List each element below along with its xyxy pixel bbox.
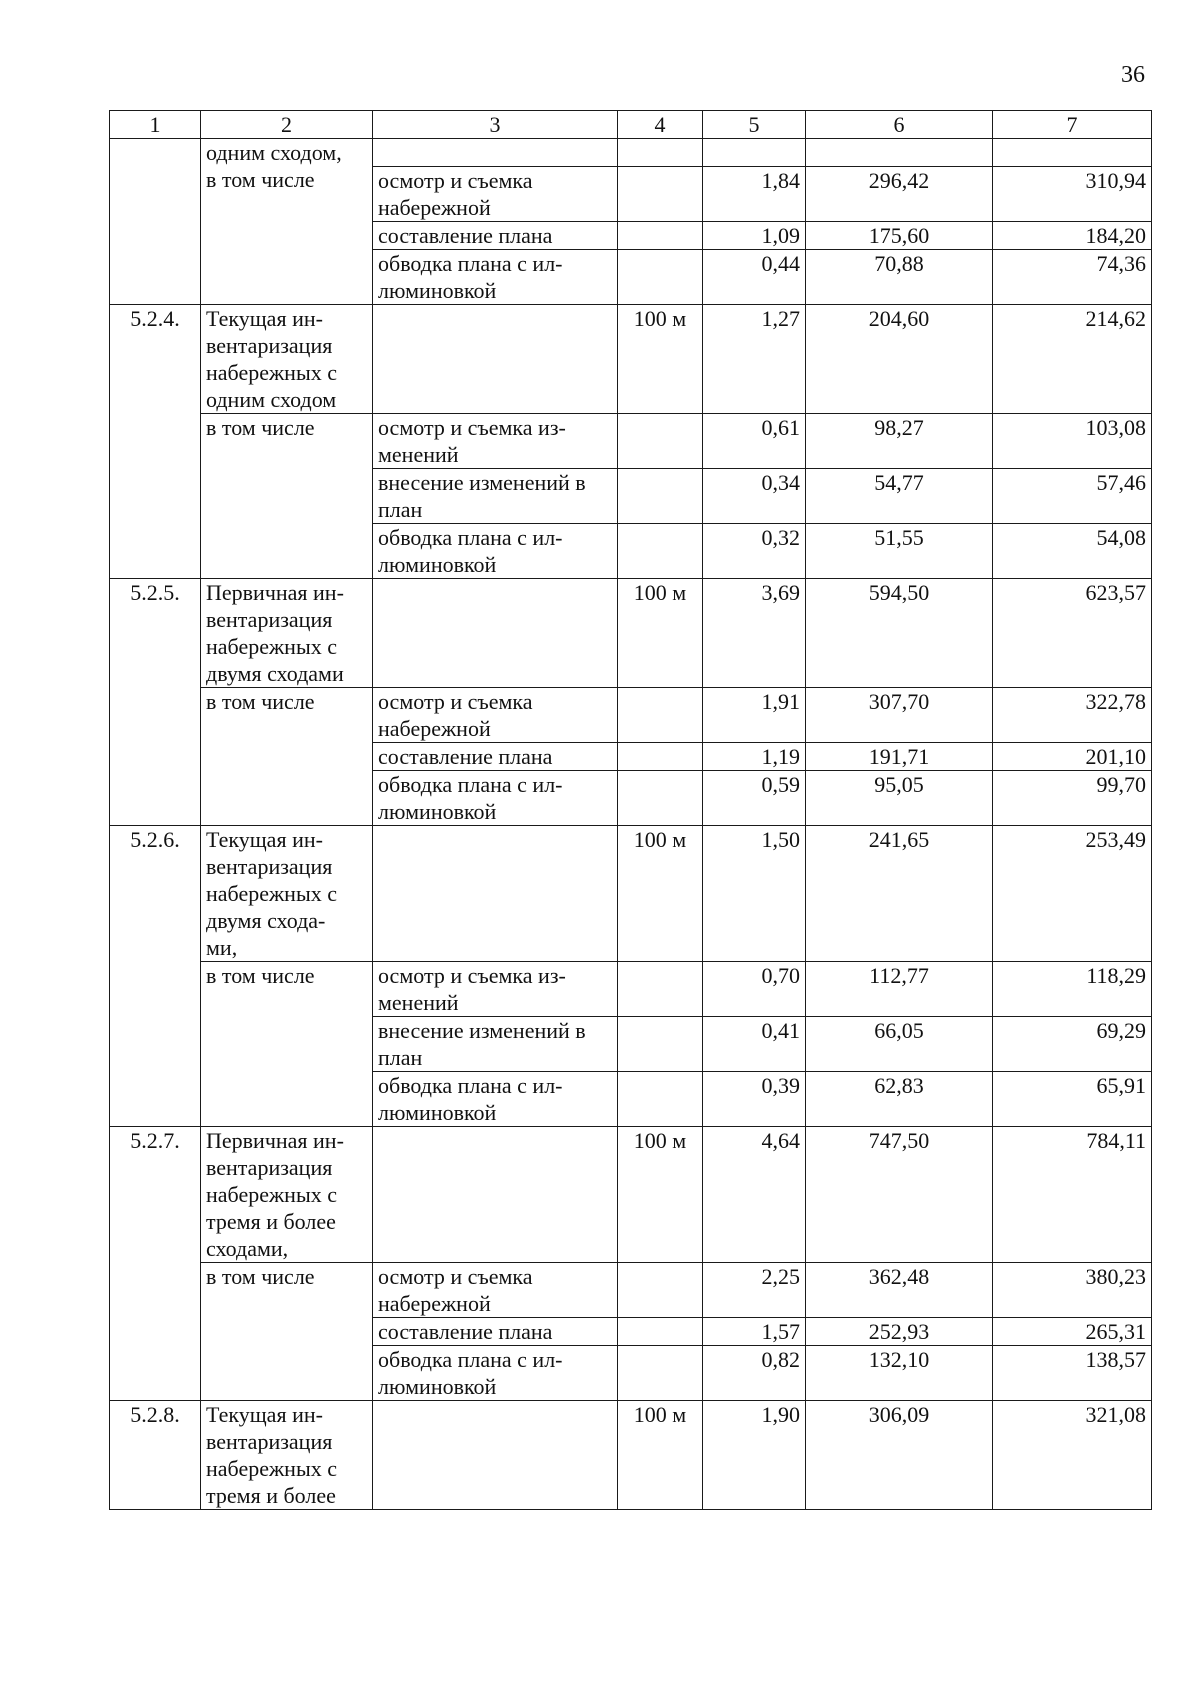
item-name-line: Текущая ин-: [206, 826, 323, 852]
coef-cell: 0,61: [703, 413, 806, 468]
coef-cell: 0,70: [703, 961, 806, 1016]
item-name-line: тремя и более: [206, 1482, 336, 1508]
item-name-line: вентаризация: [206, 606, 333, 632]
work-type-line: обводка плана с ил-: [378, 524, 563, 550]
item-name: в том числе: [206, 167, 315, 192]
unit-cell: [618, 770, 703, 825]
item-name-line: набережных с: [206, 880, 337, 906]
item-name: в том числе: [206, 414, 315, 440]
item-name-line: набережных с: [206, 359, 337, 385]
price-cell: 362,48: [806, 1262, 993, 1317]
price-vat-cell: 310,94: [993, 166, 1152, 221]
item-name-cell: [201, 413, 373, 468]
price-cell: 241,65: [806, 825, 993, 961]
price-cell: 112,77: [806, 961, 993, 1016]
item-number-cell: 5.2.8.: [110, 1400, 201, 1509]
coef-cell: 1,57: [703, 1317, 806, 1345]
price-cell: 54,77: [806, 468, 993, 523]
item-name-line: вентаризация: [206, 1154, 333, 1180]
work-type-cell: [373, 961, 618, 1016]
table-row: [110, 578, 1152, 687]
unit-cell: [618, 249, 703, 304]
item-name-line: ми,: [206, 934, 238, 960]
unit-cell: 100 м: [618, 825, 703, 961]
table-row: [110, 1262, 1152, 1317]
work-type-line: люминовкой: [378, 551, 497, 577]
table-row: [110, 304, 1152, 413]
unit-cell: [618, 1317, 703, 1345]
price-cell: 62,83: [806, 1071, 993, 1126]
work-type-cell: составление плана: [373, 1317, 618, 1345]
coef-cell: 1,50: [703, 825, 806, 961]
unit-cell: [618, 413, 703, 468]
price-cell: 306,09: [806, 1400, 993, 1509]
price-vat-cell: 99,70: [993, 770, 1152, 825]
price-cell: 747,50: [806, 1126, 993, 1262]
item-name-line: тремя и более: [206, 1208, 336, 1234]
table-row: [110, 742, 1152, 770]
coef-cell: 0,41: [703, 1016, 806, 1071]
coef-cell: 1,09: [703, 221, 806, 249]
work-type-cell: [373, 825, 618, 961]
unit-cell: 100 м: [618, 1400, 703, 1509]
item-number-cell: [110, 1317, 201, 1345]
item-name-cell: [201, 578, 373, 687]
unit-cell: [618, 468, 703, 523]
coef-cell: 1,90: [703, 1400, 806, 1509]
table-row: [110, 221, 1152, 249]
item-number-cell: [110, 687, 201, 742]
work-type-cell: [373, 1400, 618, 1509]
table-row: [110, 1016, 1152, 1071]
item-name-cell: [201, 1400, 373, 1509]
work-type-line: обводка плана с ил-: [378, 250, 563, 276]
unit-cell: [618, 221, 703, 249]
item-name-cell: [201, 1016, 373, 1071]
unit-cell: [618, 1071, 703, 1126]
price-cell: 191,71: [806, 742, 993, 770]
work-type-line: набережной: [378, 715, 491, 741]
work-type-cell: [373, 166, 618, 221]
item-number-cell: [110, 1071, 201, 1126]
item-name-cell: [201, 1126, 373, 1262]
price-cell: 307,70: [806, 687, 993, 742]
item-number-cell: [110, 770, 201, 825]
table-row: [110, 1126, 1152, 1262]
work-type-line: осмотр и съемка: [378, 167, 533, 193]
price-cell: 51,55: [806, 523, 993, 578]
work-type-line: обводка плана с ил-: [378, 1072, 563, 1098]
table-row: [110, 249, 1152, 304]
item-name-cell: [201, 742, 373, 770]
coef-cell: 1,27: [703, 304, 806, 413]
unit-cell: [618, 687, 703, 742]
price-vat-cell: 103,08: [993, 413, 1152, 468]
work-type-line: осмотр и съемка: [378, 688, 533, 714]
coef-cell: 1,91: [703, 687, 806, 742]
coef-cell: 0,82: [703, 1345, 806, 1400]
price-vat-cell: 623,57: [993, 578, 1152, 687]
unit-cell: [618, 166, 703, 221]
work-type-cell: [373, 578, 618, 687]
price-cell: 132,10: [806, 1345, 993, 1400]
table-row: [110, 687, 1152, 742]
work-type-line: осмотр и съемка: [378, 1263, 533, 1289]
work-type-line: внесение изменений в: [378, 1017, 586, 1043]
work-type-line: менений: [378, 441, 459, 467]
price-cell: 70,88: [806, 249, 993, 304]
price-vat-cell: 380,23: [993, 1262, 1152, 1317]
coef-cell: 1,19: [703, 742, 806, 770]
item-number-cell: 5.2.6.: [110, 825, 201, 961]
coef-cell: 0,39: [703, 1071, 806, 1126]
table-row: [110, 770, 1152, 825]
price-cell: 594,50: [806, 578, 993, 687]
work-type-cell: [373, 1071, 618, 1126]
item-name-cell: [201, 221, 373, 249]
item-name-cell: [201, 825, 373, 961]
work-type-line: осмотр и съемка из-: [378, 414, 566, 440]
coef-cell: 4,64: [703, 1126, 806, 1262]
item-number-cell: [110, 961, 201, 1016]
unit-cell: [618, 742, 703, 770]
table-row: [110, 139, 1152, 167]
table-row: [110, 825, 1152, 961]
price-vat-cell: 201,10: [993, 742, 1152, 770]
price-cell: 204,60: [806, 304, 993, 413]
item-name-cell: [201, 961, 373, 1016]
coef-cell: 0,59: [703, 770, 806, 825]
unit-cell: [618, 1262, 703, 1317]
price-cell: 66,05: [806, 1016, 993, 1071]
unit-cell: [618, 1016, 703, 1071]
item-name-cell: [201, 1317, 373, 1345]
header-cell: 2: [201, 111, 373, 139]
price-vat-cell: 784,11: [993, 1126, 1152, 1262]
header-cell: 6: [806, 111, 993, 139]
item-name-cell: [201, 1071, 373, 1126]
work-type-line: менений: [378, 989, 459, 1015]
work-type-line: обводка плана с ил-: [378, 1346, 563, 1372]
price-cell: 175,60: [806, 221, 993, 249]
price-cell: [806, 139, 993, 167]
header-cell: 3: [373, 111, 618, 139]
work-type-cell: [373, 249, 618, 304]
item-number-cell: [110, 742, 201, 770]
coef-cell: [703, 139, 806, 167]
item-name: одним сходом,: [206, 140, 342, 165]
norms-table: [109, 110, 1152, 1510]
coef-cell: 2,25: [703, 1262, 806, 1317]
item-name-line: Текущая ин-: [206, 305, 323, 331]
work-type-cell: [373, 523, 618, 578]
price-vat-cell: 321,08: [993, 1400, 1152, 1509]
item-name: в том числе: [206, 962, 315, 988]
price-cell: 252,93: [806, 1317, 993, 1345]
work-type-cell: составление плана: [373, 742, 618, 770]
table-row: [110, 1071, 1152, 1126]
price-vat-cell: 54,08: [993, 523, 1152, 578]
table-row: [110, 413, 1152, 468]
work-type-line: люминовкой: [378, 277, 497, 303]
item-number-cell: [110, 221, 201, 249]
item-name-cell: [201, 770, 373, 825]
item-number-cell: [110, 468, 201, 523]
price-vat-cell: 138,57: [993, 1345, 1152, 1400]
item-name: в том числе: [206, 1263, 315, 1289]
item-name-line: сходами,: [206, 1235, 289, 1261]
work-type-cell: составление плана: [373, 221, 618, 249]
item-name-line: Текущая ин-: [206, 1401, 323, 1427]
price-vat-cell: [993, 139, 1152, 167]
work-type-cell: [373, 1126, 618, 1262]
work-type-line: план: [378, 1044, 423, 1070]
coef-cell: 3,69: [703, 578, 806, 687]
work-type-cell: [373, 770, 618, 825]
item-number-cell: 5.2.5.: [110, 578, 201, 687]
price-vat-cell: 74,36: [993, 249, 1152, 304]
work-type-line: план: [378, 496, 423, 522]
item-number-cell: [110, 413, 201, 468]
item-name-line: двумя схода-: [206, 907, 326, 933]
item-name-cell: [201, 249, 373, 304]
price-cell: 296,42: [806, 166, 993, 221]
page-number: 36: [1121, 62, 1145, 88]
item-name-cell: [201, 1262, 373, 1317]
table-row: [110, 1317, 1152, 1345]
item-name-cell: [201, 166, 373, 221]
price-vat-cell: 65,91: [993, 1071, 1152, 1126]
item-name-cell: [201, 687, 373, 742]
unit-cell: 100 м: [618, 1126, 703, 1262]
item-name-line: двумя сходами: [206, 660, 344, 686]
unit-cell: [618, 1345, 703, 1400]
item-name-cell: [201, 523, 373, 578]
work-type-line: набережной: [378, 1290, 491, 1316]
item-number-cell: [110, 1016, 201, 1071]
item-number-cell: 5.2.4.: [110, 304, 201, 413]
item-name-line: набережных с: [206, 1181, 337, 1207]
work-type-line: люминовкой: [378, 1099, 497, 1125]
price-cell: 98,27: [806, 413, 993, 468]
item-number-cell: [110, 139, 201, 167]
table-row: [110, 1400, 1152, 1509]
item-name-cell: [201, 139, 373, 167]
unit-cell: [618, 139, 703, 167]
price-vat-cell: 69,29: [993, 1016, 1152, 1071]
item-name-cell: [201, 304, 373, 413]
work-type-line: люминовкой: [378, 1373, 497, 1399]
header-cell: 4: [618, 111, 703, 139]
unit-cell: [618, 961, 703, 1016]
work-type-cell: [373, 468, 618, 523]
work-type-line: люминовкой: [378, 798, 497, 824]
price-vat-cell: 184,20: [993, 221, 1152, 249]
price-vat-cell: 57,46: [993, 468, 1152, 523]
item-name-cell: [201, 1345, 373, 1400]
price-vat-cell: 322,78: [993, 687, 1152, 742]
unit-cell: 100 м: [618, 578, 703, 687]
item-number-cell: [110, 249, 201, 304]
coef-cell: 0,44: [703, 249, 806, 304]
item-name-line: вентаризация: [206, 853, 333, 879]
table-row: [110, 468, 1152, 523]
table-row: [110, 1345, 1152, 1400]
header-row: [110, 111, 1152, 139]
price-cell: 95,05: [806, 770, 993, 825]
item-name-line: Первичная ин-: [206, 1127, 344, 1153]
item-name-line: Первичная ин-: [206, 579, 344, 605]
table-row: [110, 523, 1152, 578]
item-name-line: набережных с: [206, 1455, 337, 1481]
work-type-line: набережной: [378, 194, 491, 220]
item-name-line: вентаризация: [206, 332, 333, 358]
header-cell: 1: [110, 111, 201, 139]
work-type-cell: [373, 139, 618, 167]
unit-cell: [618, 523, 703, 578]
work-type-cell: [373, 1262, 618, 1317]
unit-cell: 100 м: [618, 304, 703, 413]
price-vat-cell: 214,62: [993, 304, 1152, 413]
item-number-cell: [110, 166, 201, 221]
work-type-cell: [373, 304, 618, 413]
header-cell: 5: [703, 111, 806, 139]
price-vat-cell: 118,29: [993, 961, 1152, 1016]
item-name-line: одним сходом: [206, 386, 337, 412]
work-type-line: обводка плана с ил-: [378, 771, 563, 797]
item-name: в том числе: [206, 688, 315, 714]
price-vat-cell: 265,31: [993, 1317, 1152, 1345]
work-type-line: осмотр и съемка из-: [378, 962, 566, 988]
item-number-cell: 5.2.7.: [110, 1126, 201, 1262]
price-vat-cell: 253,49: [993, 825, 1152, 961]
item-number-cell: [110, 1262, 201, 1317]
coef-cell: 0,34: [703, 468, 806, 523]
item-name-line: набережных с: [206, 633, 337, 659]
work-type-cell: [373, 1345, 618, 1400]
coef-cell: 1,84: [703, 166, 806, 221]
item-number-cell: [110, 523, 201, 578]
coef-cell: 0,32: [703, 523, 806, 578]
item-name-line: вентаризация: [206, 1428, 333, 1454]
work-type-line: внесение изменений в: [378, 469, 586, 495]
work-type-cell: [373, 1016, 618, 1071]
work-type-cell: [373, 687, 618, 742]
header-cell: 7: [993, 111, 1152, 139]
table-row: [110, 961, 1152, 1016]
work-type-cell: [373, 413, 618, 468]
table-row: [110, 166, 1152, 221]
item-number-cell: [110, 1345, 201, 1400]
item-name-cell: [201, 468, 373, 523]
